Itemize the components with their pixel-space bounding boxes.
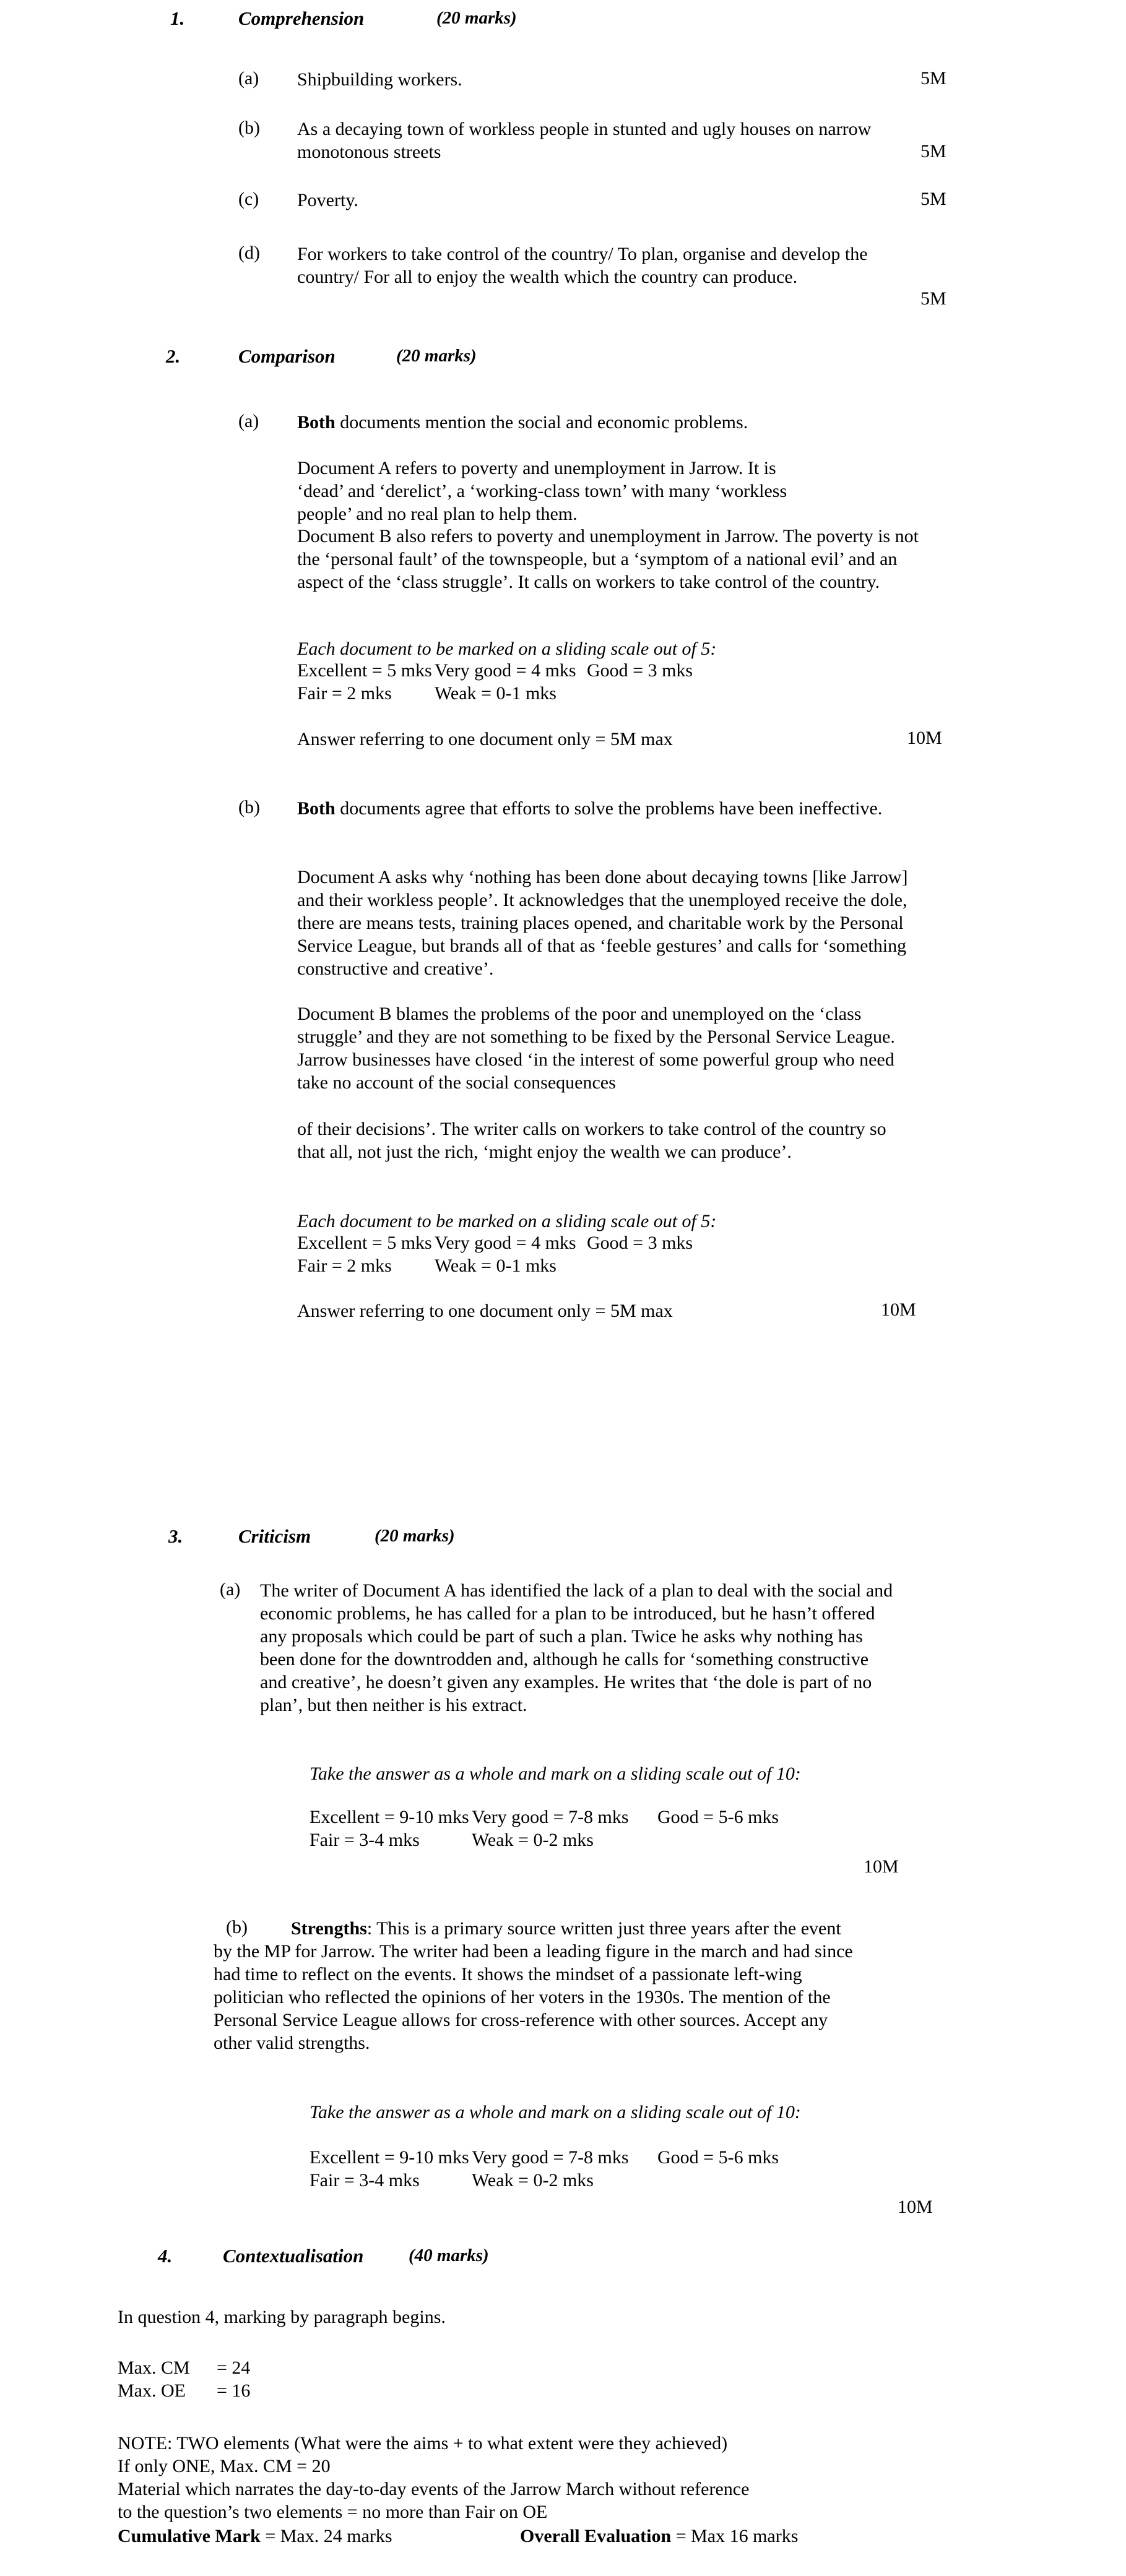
scale-cell-3a-1-3: Good = 5-6 mks bbox=[657, 1807, 779, 1827]
section-3-title: Criticism bbox=[238, 1525, 311, 1547]
section-2-number: 2. bbox=[166, 345, 181, 367]
item-lead-bold-2b: Both bbox=[297, 798, 336, 819]
item-para-2b-3: of their decisions’. The writer calls on workers to take control of the country so that all, not just the rich, ‘might enjoy the wealth we can produce’. bbox=[297, 1119, 886, 1162]
scale-cell-3a-2-1: Fair = 3-4 mks bbox=[310, 1830, 420, 1850]
scale-heading-2b: Each document to be marked on a sliding scale out of 5: bbox=[297, 1211, 717, 1231]
item-mark-2a: 10M bbox=[907, 728, 942, 748]
overall-evaluation-value: = Max 16 marks bbox=[671, 2526, 799, 2546]
scale-cell-2a-2-2: Weak = 0-1 mks bbox=[435, 683, 557, 704]
scale-heading-3b: Take the answer as a whole and mark on a sliding scale out of 10: bbox=[310, 2102, 801, 2122]
item-mark-1b: 5M bbox=[920, 141, 946, 162]
item-para-2b-1: Document A asks why ‘nothing has been done about decaying towns [like Jarrow] and their workless people’. It acknowledges that the unemployed receive the dole, there are means tests, training places opened, and charitable work by the Personal Service League, but brands all of that as ‘feeble gestures’ and calls for ‘something constructive and creative’. bbox=[297, 867, 908, 979]
section-3-number: 3. bbox=[168, 1525, 183, 1547]
item-mark-2b: 10M bbox=[881, 1299, 916, 1320]
item-label-1c: (c) bbox=[238, 189, 259, 209]
scale-row-2a-1 bbox=[297, 660, 693, 681]
section-1-number: 1. bbox=[170, 7, 185, 29]
max-value-cm: = 24 bbox=[217, 2358, 251, 2378]
overall-evaluation-label: Overall Evaluation bbox=[520, 2526, 672, 2546]
overall-evaluation-total bbox=[520, 2526, 798, 2547]
section-4-note-3: Material which narrates the day-to-day events of the Jarrow March without reference bbox=[118, 2479, 750, 2499]
scale-row-3b-1 bbox=[310, 2147, 779, 2168]
item-para-2a-1: Document A refers to poverty and unemployment in Jarrow. It is ‘dead’ and ‘derelict’, a ‘working-class town’ with many ‘workless people’ and no real plan to help them. bbox=[297, 458, 787, 524]
item-label-2b: (b) bbox=[238, 797, 260, 817]
item-mark-1c: 5M bbox=[920, 189, 946, 209]
item-mark-3b: 10M bbox=[898, 2197, 933, 2217]
section-1-title: Comprehension bbox=[238, 7, 365, 29]
item-mark-1d: 5M bbox=[920, 288, 946, 309]
item-para-2a-2: Document B also refers to poverty and unemployment in Jarrow. The poverty is not the ‘personal fault’ of the townspeople, but a ‘symptom of a national evil’ and an aspect of the ‘class struggle’. It calls on workers to take control of the country. bbox=[297, 526, 919, 592]
section-4-intro: In question 4, marking by paragraph begins. bbox=[118, 2307, 446, 2327]
item-label-1d: (d) bbox=[238, 243, 260, 263]
max-value-oe: = 16 bbox=[217, 2380, 251, 2401]
scale-cell-3b-1-3: Good = 5-6 mks bbox=[657, 2147, 779, 2168]
scale-cell-2a-1-1: Excellent = 5 mks bbox=[297, 660, 432, 681]
scale-row-2b-1 bbox=[297, 1233, 693, 1254]
item-lead-bold-3b: Strengths bbox=[291, 1918, 367, 1939]
scale-cell-2b-2-1: Fair = 2 mks bbox=[297, 1256, 392, 1276]
item-text-3a: The writer of Document A has identified the lack of a plan to deal with the social and economic problems, he has called for a plan to be introduced, but he hasn’t offered any proposals which could be part of such a plan. Twice he asks why nothing has been done for the downtrodden and, although he calls for ‘something constructive and creative’, he doesn’t given any examples. He writes that ‘the dole is part of no plan’, but then neither is his extract. bbox=[260, 1580, 893, 1715]
cumulative-mark-label: Cumulative Mark bbox=[118, 2526, 261, 2546]
item-text-1b: As a decaying town of workless people in stunted and ugly houses on narrow monotonous streets bbox=[297, 119, 872, 162]
item-label-3b: (b) bbox=[226, 1917, 248, 1937]
scale-cell-2b-2-2: Weak = 0-1 mks bbox=[435, 1256, 557, 1276]
max-label-oe: Max. OE bbox=[118, 2380, 186, 2401]
scale-cell-2a-1-2: Very good = 4 mks bbox=[435, 660, 576, 681]
item-lead-bold-2a: Both bbox=[297, 412, 336, 433]
scale-cell-2a-1-3: Good = 3 mks bbox=[587, 660, 693, 681]
item-mark-3a: 10M bbox=[864, 1856, 899, 1877]
section-4-note-1: NOTE: TWO elements (What were the aims + to what extent were they achieved) bbox=[118, 2433, 728, 2453]
item-text-3b bbox=[214, 1917, 854, 2054]
section-3-marks: (20 marks) bbox=[375, 1526, 455, 1546]
max-row-oe bbox=[118, 2380, 250, 2402]
section-4-note-4: to the question’s two elements = no more than Fair on OE bbox=[118, 2502, 548, 2522]
scale-cell-3a-1-2: Very good = 7-8 mks bbox=[472, 1807, 629, 1827]
item-label-1a: (a) bbox=[238, 68, 259, 88]
scale-row-3a-1 bbox=[310, 1807, 779, 1828]
scale-row-3a-2 bbox=[310, 1830, 657, 1851]
item-label-3a: (a) bbox=[220, 1579, 241, 1600]
item-text-1a: Shipbuilding workers. bbox=[297, 69, 462, 90]
scale-cell-3b-2-1: Fair = 3-4 mks bbox=[310, 2170, 420, 2190]
section-2-marks: (20 marks) bbox=[396, 346, 477, 366]
scale-heading-2a: Each document to be marked on a sliding scale out of 5: bbox=[297, 639, 717, 659]
scale-cell-2b-1-2: Very good = 4 mks bbox=[435, 1233, 576, 1253]
item-label-2a: (a) bbox=[238, 411, 259, 431]
item-text-1d: For workers to take control of the country/ To plan, organise and develop the country/ For all to enjoy the wealth which the country can produce. bbox=[297, 244, 868, 287]
section-4-note-2: If only ONE, Max. CM = 20 bbox=[118, 2456, 331, 2476]
scale-cell-3b-1-1: Excellent = 9-10 mks bbox=[310, 2147, 469, 2168]
section-4-number: 4. bbox=[158, 2245, 173, 2267]
scale-cell-3a-2-2: Weak = 0-2 mks bbox=[472, 1830, 594, 1850]
item-label-1b: (b) bbox=[238, 118, 260, 138]
scale-cell-3a-1-1: Excellent = 9-10 mks bbox=[310, 1807, 469, 1827]
item-lead-rest-2b: documents agree that efforts to solve the problems have been ineffective. bbox=[335, 798, 883, 819]
max-label-cm: Max. CM bbox=[118, 2358, 190, 2378]
item-lead-rest-2a: documents mention the social and economic problems. bbox=[335, 412, 748, 433]
item-lead-2a bbox=[297, 411, 922, 434]
scale-cell-2b-1-1: Excellent = 5 mks bbox=[297, 1233, 432, 1253]
item-lead-2b bbox=[297, 797, 891, 820]
scale-cell-2a-2-1: Fair = 2 mks bbox=[297, 683, 392, 704]
scale-row-2a-2 bbox=[297, 683, 587, 704]
scale-row-2b-2 bbox=[297, 1256, 587, 1277]
scale-heading-3a: Take the answer as a whole and mark on a sliding scale out of 10: bbox=[310, 1764, 801, 1784]
scale-row-3b-2 bbox=[310, 2170, 657, 2191]
section-1-marks: (20 marks) bbox=[436, 8, 517, 28]
item-para-2b-2: Document B blames the problems of the poor and unemployed on the ‘class struggle’ and they are not something to be fixed by the Personal Service League. Jarrow businesses have closed ‘in the interest of some powerful group who need take no account of the social consequences bbox=[297, 1004, 895, 1093]
item-lead-rest-3b: : This is a primary source written just three years after the event by the MP for Jarrow. The writer had been a leading figure in the march and had since had time to reflect on the events. It shows the mindset of a passionate left-wing politician who reflected the opinions of her voters in the 1930s. The mention of the Personal Service League allows for cross-reference with other sources. Accept any other valid strengths. bbox=[214, 1918, 853, 2053]
cumulative-mark-total bbox=[118, 2526, 392, 2547]
scale-footnote-2a: Answer referring to one document only = 5M max bbox=[297, 729, 673, 749]
cumulative-mark-value: = Max. 24 marks bbox=[260, 2526, 392, 2546]
scale-cell-3b-1-2: Very good = 7-8 mks bbox=[472, 2147, 629, 2168]
section-4-marks: (40 marks) bbox=[409, 2246, 489, 2265]
section-4-title: Contextualisation bbox=[223, 2245, 364, 2267]
item-mark-1a: 5M bbox=[920, 68, 946, 88]
scale-footnote-2b: Answer referring to one document only = 5M max bbox=[297, 1301, 673, 1321]
item-text-1c: Poverty. bbox=[297, 190, 358, 210]
max-row-cm bbox=[118, 2358, 250, 2379]
section-2-title: Comparison bbox=[238, 345, 336, 367]
scale-cell-3b-2-2: Weak = 0-2 mks bbox=[472, 2170, 594, 2190]
scale-cell-2b-1-3: Good = 3 mks bbox=[587, 1233, 693, 1253]
